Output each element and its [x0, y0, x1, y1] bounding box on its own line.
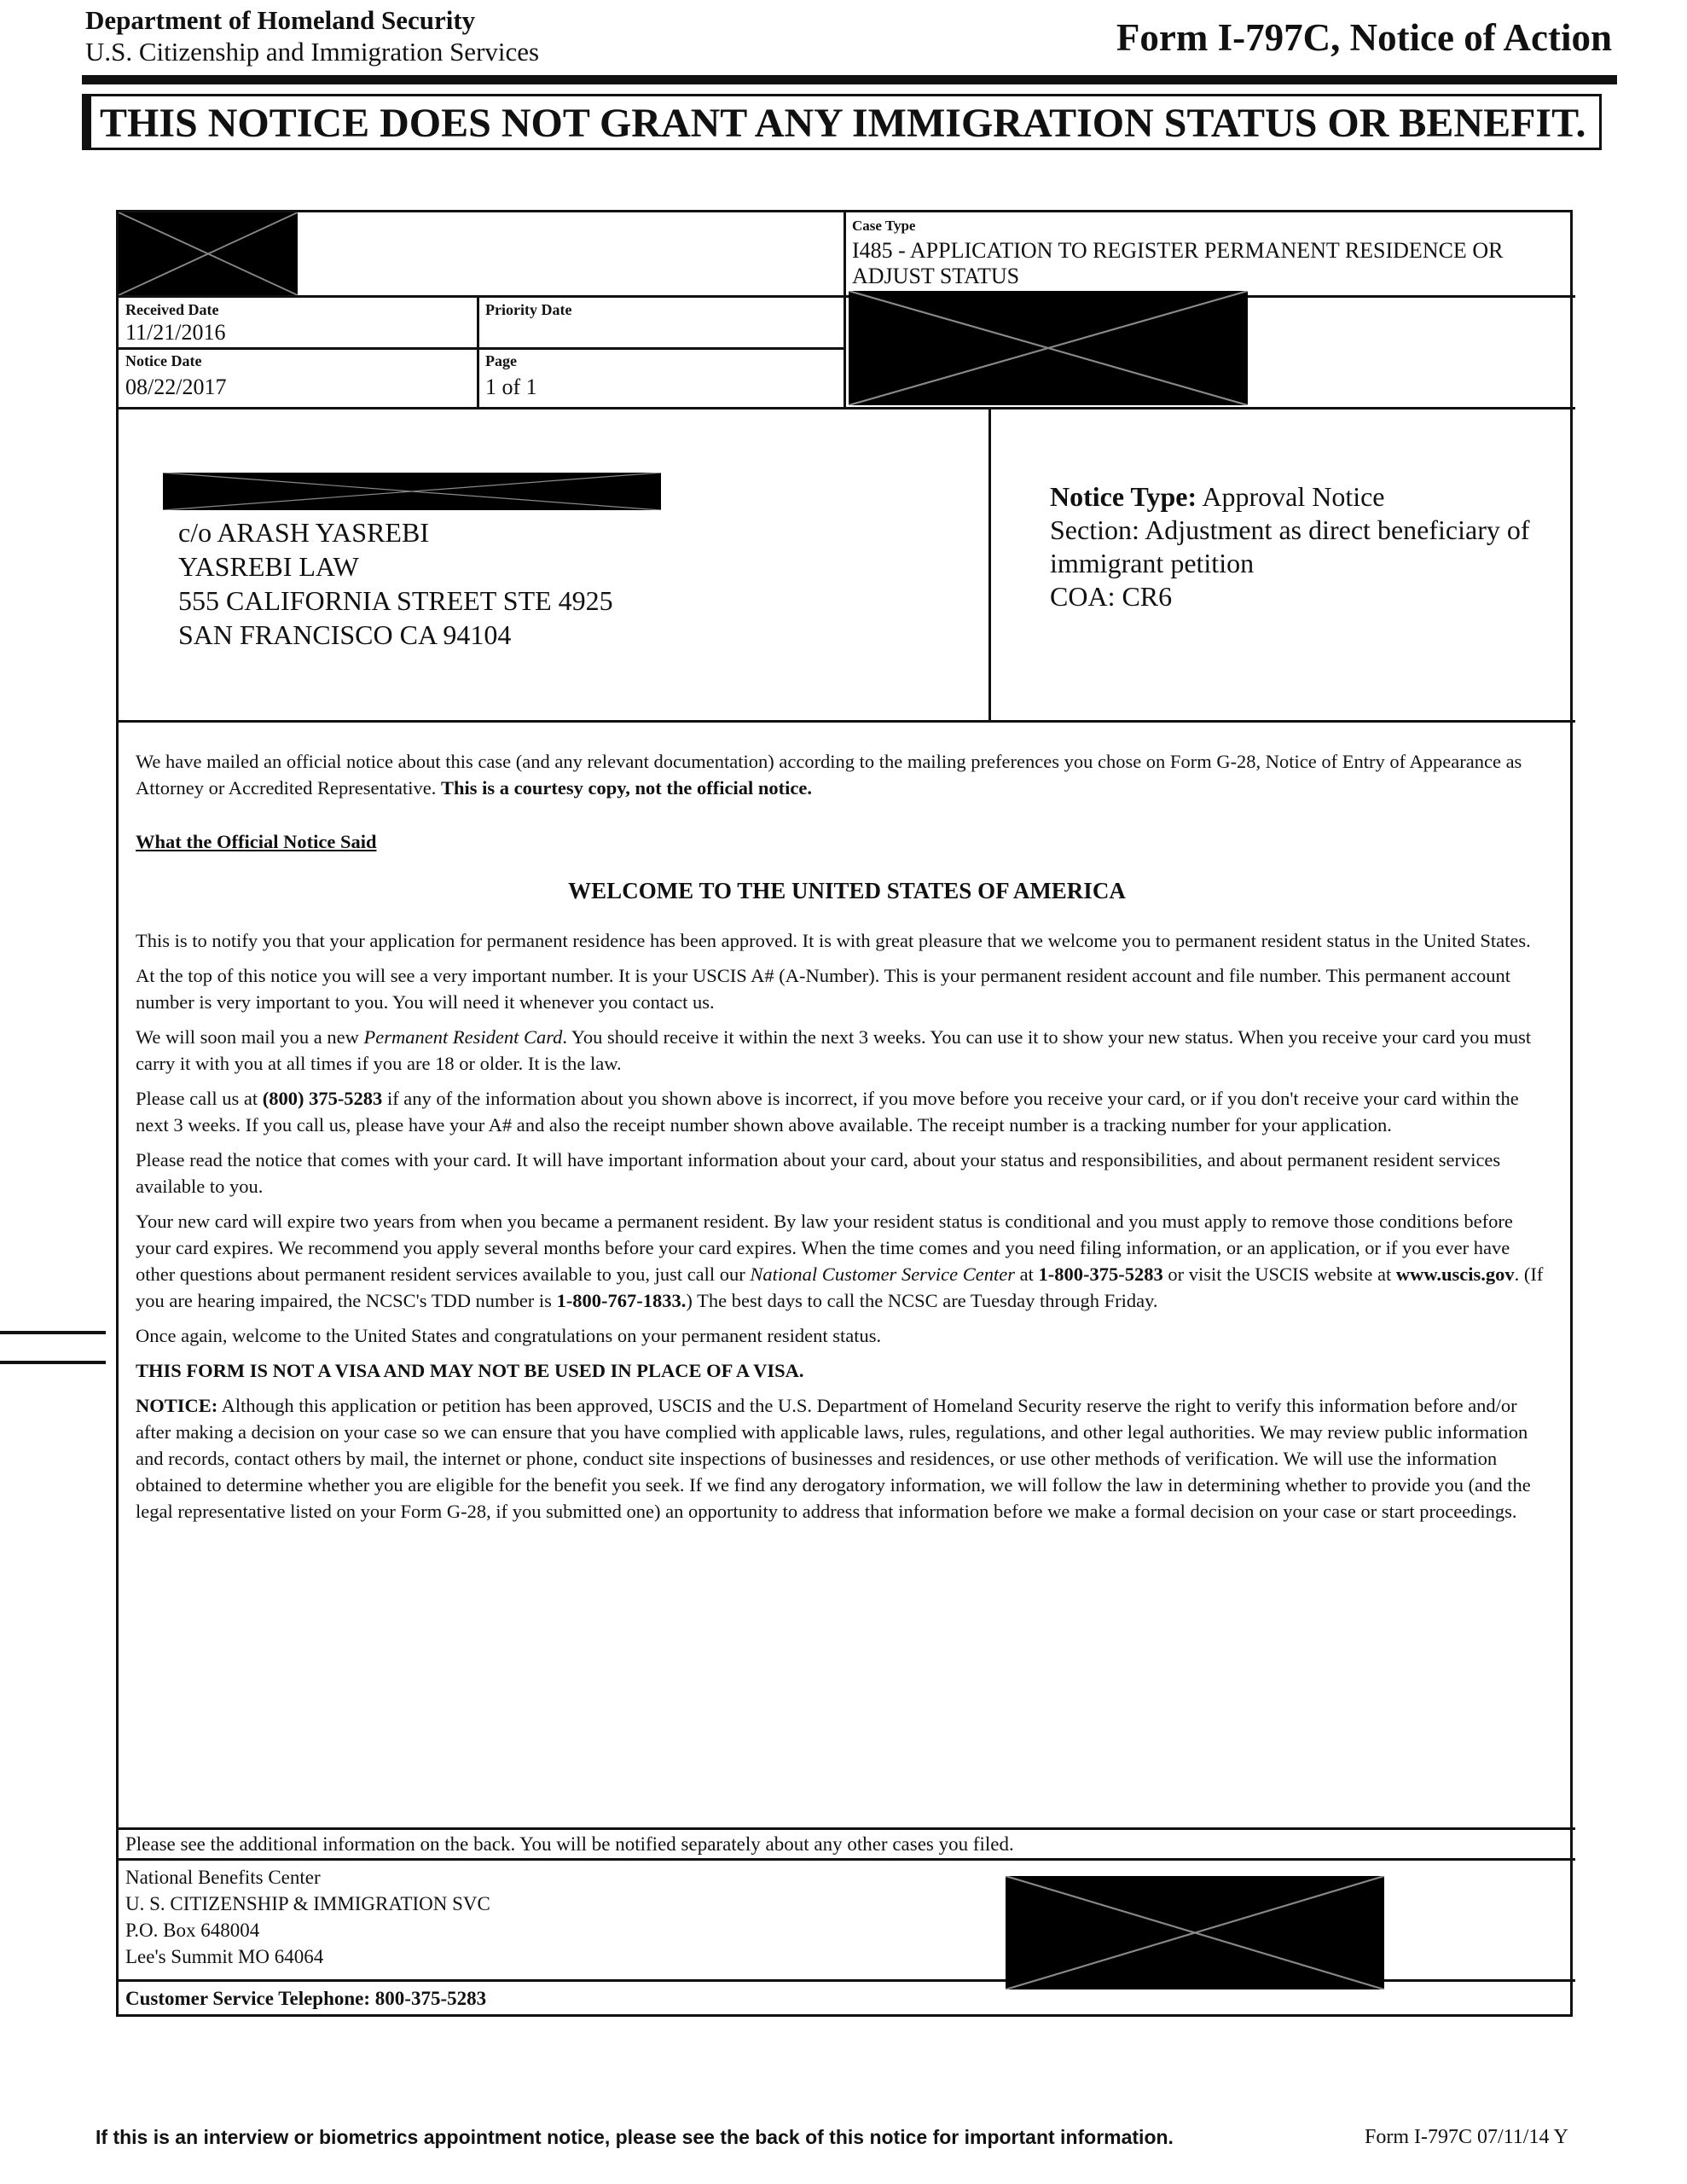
paragraph: Once again, welcome to the United States and congratulations on your permanent resident status. [136, 1325, 882, 1346]
paragraph: Please read the notice that comes with your card. It will have important information about your card, about your status and responsibilities, and about permanent resident services available to you. [136, 1149, 1501, 1197]
intro-paragraph [136, 748, 1551, 810]
case-type-value: I485 - APPLICATION TO REGISTER PERMANENT RESIDENCE OR [852, 238, 1504, 263]
website-url: www.uscis.gov [1395, 1263, 1515, 1285]
paragraph [136, 1392, 1551, 1525]
notice-date: 08/22/2017 [125, 375, 227, 399]
office-line: U. S. CITIZENSHIP & IMMIGRATION SVC [125, 1893, 490, 1914]
redacted-name [163, 473, 661, 510]
grid-line [119, 295, 844, 298]
address-line: c/o ARASH YASREBI [178, 517, 429, 548]
paragraph [136, 1208, 1551, 1314]
text: ) The best days to call the NCSC are Tuesday through Friday. [686, 1290, 1158, 1311]
margin-mark [0, 1331, 106, 1334]
footer-note: If this is an interview or biometrics appointment notice, please see the back of this notice for important information. [96, 2126, 1174, 2148]
notice-type-value: Approval Notice [1202, 481, 1385, 512]
notice-type-label: Notice Type: [1050, 481, 1197, 512]
text: Your new card will expire two years from when you became a permanent resident. By law your resident status is conditional and you must apply to remove those conditions before your card expires. We recommend you apply several months before your card expires. When the time comes and you need filing information, or an application, or if you ever have other questions about permanent resident services available to you, just call our [136, 1211, 1513, 1285]
notice-type [1050, 480, 1579, 514]
text: We will soon mail you a new [136, 1026, 359, 1048]
notice-body [136, 927, 1551, 1533]
emphasis: Permanent Resident Card [363, 1026, 563, 1048]
tdd-number: 1-800-767-1833. [556, 1290, 687, 1311]
phone-number: 1-800-375-5283 [1038, 1263, 1163, 1285]
redaction-cross [119, 212, 298, 295]
form-id: Form I-797C 07/11/14 Y [1365, 2126, 1568, 2148]
paragraph: This is to notify you that your application for permanent residence has been approved. It is with great pleasure that we welcome you to permanent resident status in the United States. [136, 930, 1531, 951]
office-line: Lee's Summit MO 64064 [125, 1946, 324, 1967]
banner-bar [84, 96, 91, 148]
agency-subname: U.S. Citizenship and Immigration Services [85, 37, 540, 67]
intro-text: We have mailed an official notice about this case (and any relevant documentation) according to the mailing preferences you chose on Form G-28, Notice of Entry of Appearance as Attorney or Accredited Representative. [136, 751, 1522, 799]
grid-line [477, 295, 479, 407]
notice-frame [116, 210, 1573, 2017]
courtesy-copy-note: This is a courtesy copy, not the official notice. [441, 777, 812, 799]
received-date-label: Received Date [125, 301, 219, 318]
address-line: 555 CALIFORNIA STREET STE 4925 [178, 585, 613, 616]
page-number: 1 of 1 [485, 375, 537, 399]
case-type-value-cont: ADJUST STATUS [852, 264, 1020, 288]
redacted-block [849, 291, 1248, 405]
redaction-cross [849, 291, 1248, 405]
header-rule [82, 75, 1617, 84]
notice-type-block [1050, 480, 1579, 613]
customer-service-phone: Customer Service Telephone: 800-375-5283 [125, 1988, 487, 2009]
grid-line [119, 1827, 1575, 1830]
margin-mark [0, 1361, 106, 1364]
text: at [1019, 1263, 1034, 1285]
notice-date-label: Notice Date [125, 352, 202, 369]
paragraph [136, 1024, 1551, 1077]
redaction-cross [1006, 1876, 1384, 1989]
grid-line [119, 1858, 1575, 1861]
what-notice-said: What the Official Notice Said [136, 831, 377, 852]
phone-number: (800) 375-5283 [262, 1088, 383, 1109]
office-line: National Benefits Center [125, 1867, 321, 1888]
priority-date-label: Priority Date [485, 301, 572, 318]
redaction-cross [163, 473, 661, 510]
status-banner [82, 94, 1602, 150]
text: Although this application or petition has been approved, USCIS and the U.S. Department of Homeland Security reserve the right to verify this information before and/or after making a decision on your case so we can ensure that you have complied with applicable laws, rules, regulations, and other legal authorities. We may review public information and records, contact others by mail, the internet or phone, conduct site inspections of businesses and residences, or use other methods of verification. We will use the information obtained to determine whether you are eligible for the benefit you seek. If we find any derogatory information, we will follow the law in determining whether to provide you (and the legal representative listed on your Form G-28, if you submitted one) an opportunity to address that information before we make a formal decision on your case or start proceedings. [136, 1395, 1531, 1522]
office-address [125, 1864, 490, 1970]
mailing-address [178, 515, 613, 652]
additional-info: Please see the additional information on the back. You will be notified separately about any other cases you filed. [125, 1833, 1014, 1855]
text: . You should receive it within the next 3 weeks. You can use it to show your new status. When you receive your card you must carry it with you at all times if you are 18 or older. It is the law. [136, 1026, 1532, 1074]
address-line: YASREBI LAW [178, 551, 359, 582]
grid-line [119, 347, 844, 350]
grid-line [119, 407, 1575, 410]
office-line: P.O. Box 648004 [125, 1920, 260, 1941]
paragraph [136, 1085, 1551, 1138]
notice-section: Section: Adjustment as direct beneficiary of immigrant petition [1050, 514, 1530, 578]
grid-line [844, 212, 846, 407]
notice-coa: COA: CR6 [1050, 581, 1173, 612]
address-line: SAN FRANCISCO CA 94104 [178, 619, 512, 650]
form-title: Form I-797C, Notice of Action [1116, 16, 1612, 59]
grid-line [119, 720, 1575, 723]
redacted-block [119, 212, 298, 295]
page-label: Page [485, 352, 517, 369]
paragraph: At the top of this notice you will see a very important number. It is your USCIS A# (A-Number). This is your permanent resident account and file number. This permanent account number is very important to you. You will need it whenever you contact us. [136, 965, 1510, 1013]
redacted-block [1006, 1876, 1384, 1989]
welcome-heading: WELCOME TO THE UNITED STATES OF AMERICA [568, 878, 1126, 903]
received-date: 11/21/2016 [125, 320, 226, 345]
case-type-label: Case Type [852, 218, 916, 234]
text: if any of the information about you shown above is incorrect, if you move before you receive your card, or if you don't receive your card within the next 3 weeks. If you call us, please have your A# and also the receipt number shown above available. The receipt number is a tracking number for your application. [136, 1088, 1519, 1136]
visa-warning: THIS FORM IS NOT A VISA AND MAY NOT BE USED IN PLACE OF A VISA. [136, 1360, 804, 1381]
text: or visit the USCIS website at [1168, 1263, 1392, 1285]
notice-label: NOTICE: [136, 1395, 218, 1416]
agency-name: Department of Homeland Security [85, 5, 476, 35]
text: Please call us at [136, 1088, 258, 1109]
grid-line [988, 407, 991, 720]
banner-text: THIS NOTICE DOES NOT GRANT ANY IMMIGRATION STATUS OR BENEFIT. [100, 101, 1586, 146]
emphasis: National Customer Service Center [750, 1263, 1016, 1285]
text: . (If you are hearing impaired, the NCSC's TDD number is [136, 1263, 1544, 1311]
